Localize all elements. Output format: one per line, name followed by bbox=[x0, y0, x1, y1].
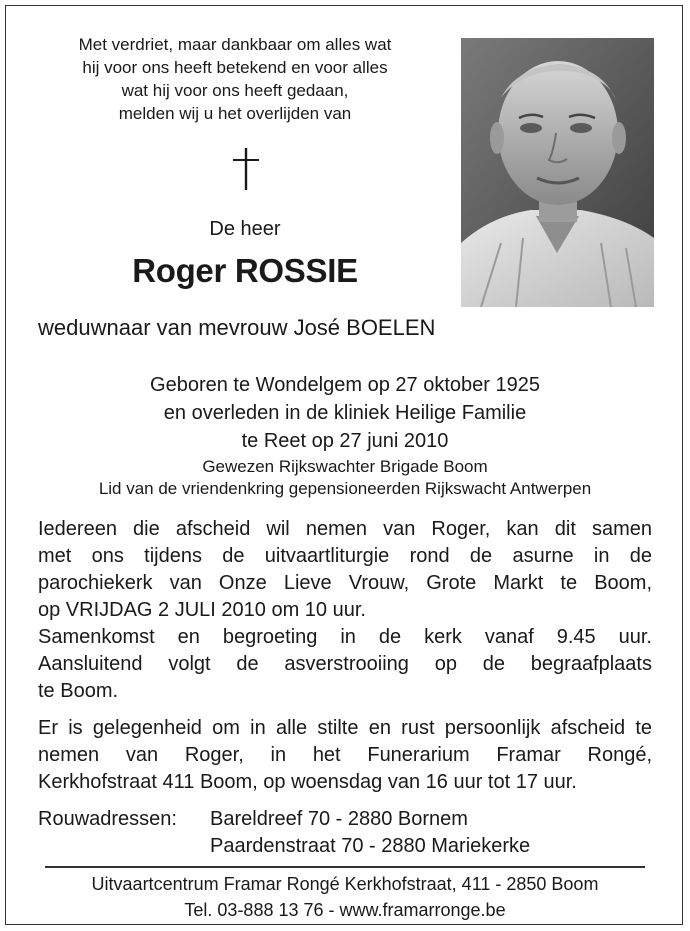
address-line: Paardenstraat 70 - 2880 Mariekerke bbox=[210, 835, 531, 857]
role-line: Lid van de vriendenkring gepensioneerden Rijkswacht Antwerpen bbox=[98, 479, 592, 498]
farewell-paragraph bbox=[38, 516, 652, 705]
farewell-line: met ons tijdens de uitvaartliturgie rond de asurne in de bbox=[38, 545, 652, 567]
address-line: Bareldreef 70 - 2880 Bornem bbox=[210, 808, 468, 830]
role-line: Gewezen Rijkswachter Brigade Boom bbox=[202, 457, 488, 476]
visitation-line: Er is gelegenheid om in alle stilte en rust persoonlijk afscheid te bbox=[38, 717, 652, 739]
visitation-line: nemen van Roger, in het Funerarium Framar Rongé, bbox=[38, 744, 652, 766]
farewell-line: Iedereen die afscheid wil nemen van Roger, kan dit samen bbox=[38, 518, 652, 540]
farewell-line: Aansluitend volgt de asverstrooiing op de begraafplaats bbox=[38, 653, 652, 675]
intro-line: Met verdriet, maar dankbaar om alles wat bbox=[78, 35, 392, 54]
intro-line: melden wij u het overlijden van bbox=[118, 104, 352, 123]
birth-line: Geboren te Wondelgem op 27 oktober 1925 bbox=[150, 374, 540, 396]
farewell-line: parochiekerk van Onze Lieve Vrouw, Grote Markt te Boom, bbox=[38, 572, 652, 594]
visitation-line: Kerkhofstraat 411 Boom, op woensdag van 16 uur tot 17 uur. bbox=[38, 771, 577, 793]
farewell-line: Samenkomst en begroeting in de kerk vanaf 9.45 uur. bbox=[38, 626, 652, 648]
birth-line: en overleden in de kliniek Heilige Familie bbox=[163, 402, 527, 424]
visitation-paragraph bbox=[38, 715, 652, 796]
intro-text bbox=[25, 33, 445, 125]
cross-icon bbox=[228, 148, 264, 190]
portrait-photo bbox=[461, 38, 654, 307]
birth-line: te Reet op 27 juni 2010 bbox=[241, 430, 449, 452]
addresses-label: Rouwadressen: bbox=[38, 808, 177, 830]
farewell-line: te Boom. bbox=[38, 680, 119, 702]
farewell-line: op VRIJDAG 2 JULI 2010 om 10 uur. bbox=[38, 599, 366, 621]
footer-line-2: Tel. 03-888 13 76 - www.framarronge.be bbox=[184, 900, 506, 920]
widower-line: weduwnaar van mevrouw José BOELEN bbox=[38, 315, 436, 340]
footer-divider bbox=[45, 866, 645, 868]
deceased-name: Roger ROSSIE bbox=[132, 252, 358, 289]
birth-death-info bbox=[0, 371, 690, 455]
intro-line: hij voor ons heeft betekend en voor alles bbox=[82, 58, 388, 77]
roles bbox=[0, 456, 690, 500]
funeral-home-footer bbox=[0, 871, 690, 923]
intro-line: wat hij voor ons heeft gedaan, bbox=[121, 81, 349, 100]
honorific: De heer bbox=[209, 218, 281, 240]
footer-line-1: Uitvaartcentrum Framar Rongé Kerkhofstraat, 411 - 2850 Boom bbox=[91, 874, 599, 894]
